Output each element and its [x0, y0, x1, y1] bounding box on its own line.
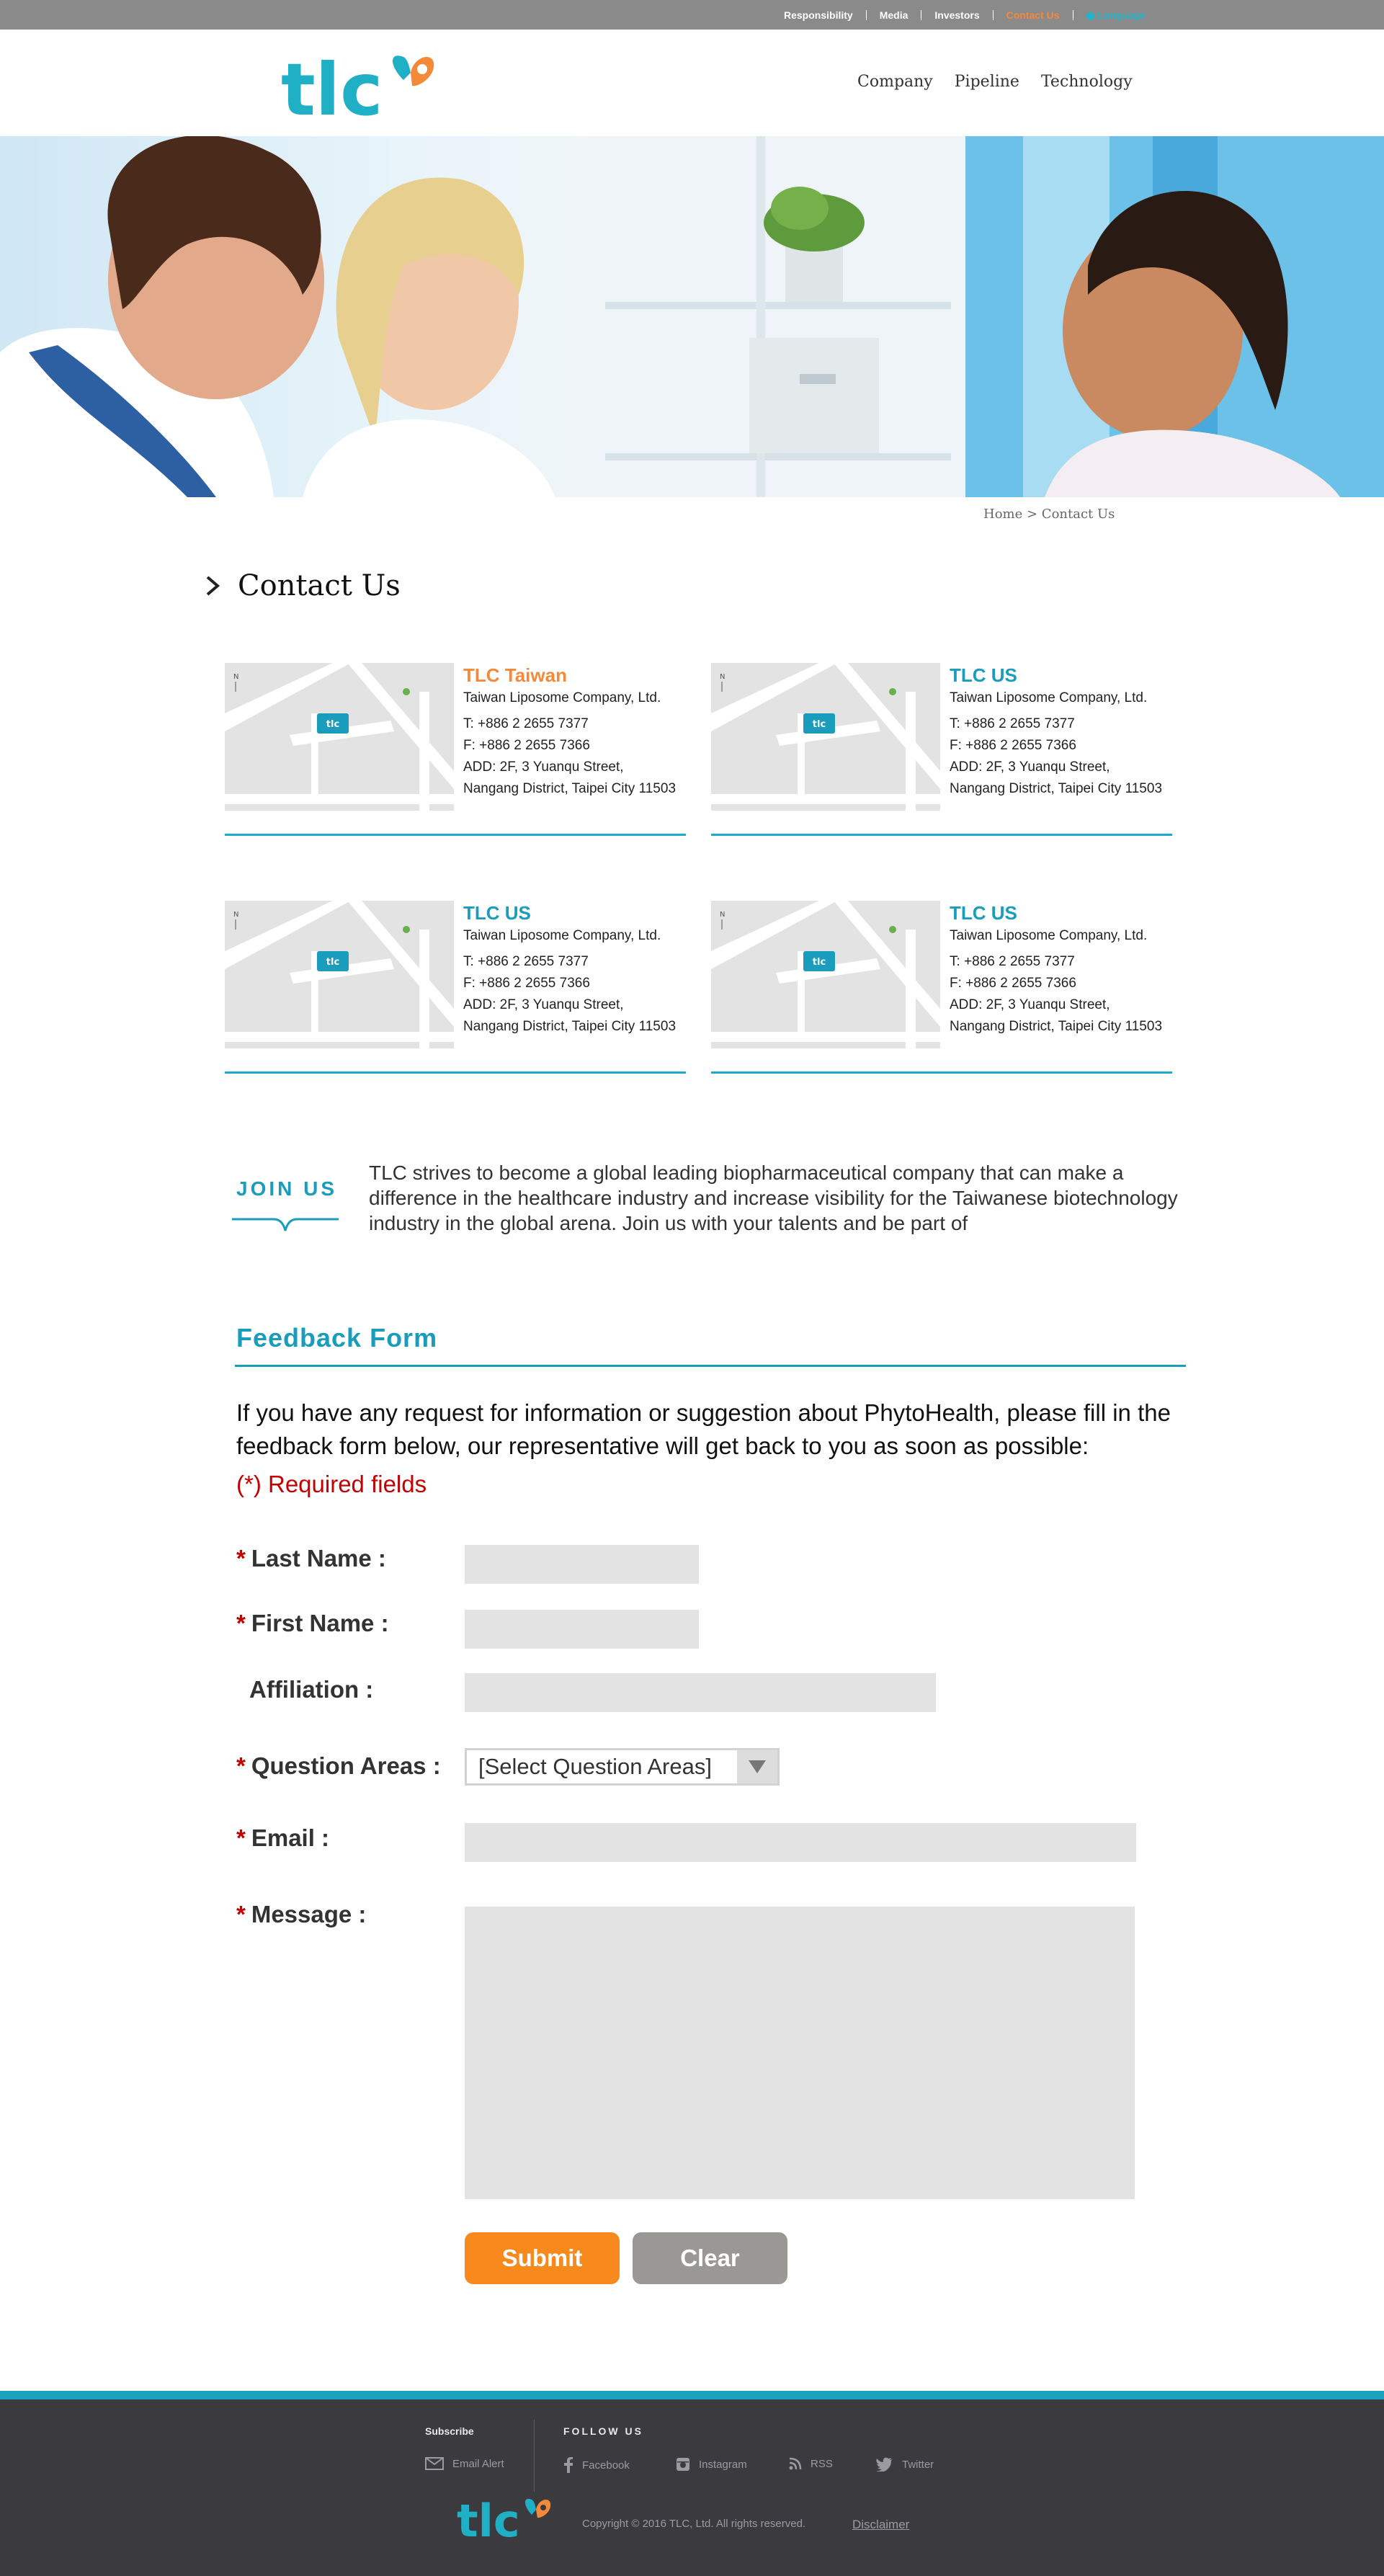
required-fields-note: (*) Required fields: [236, 1471, 427, 1497]
svg-text:tlc: tlc: [326, 957, 340, 968]
envelope-icon: [425, 2457, 444, 2470]
facebook-link[interactable]: [563, 2457, 630, 2473]
location-map[interactable]: [225, 663, 454, 811]
first-name-label: [236, 1610, 389, 1637]
nav-technology[interactable]: Technology: [1040, 73, 1133, 91]
svg-text:tlc: tlc: [812, 957, 826, 968]
message-textarea[interactable]: [465, 1907, 1135, 2199]
office-phone: T: +886 2 2655 7377: [463, 954, 589, 969]
location-map[interactable]: [711, 663, 940, 811]
dropdown-arrow-icon: [737, 1750, 777, 1783]
footer-tlc-logo[interactable]: [457, 2496, 554, 2542]
office-company: Taiwan Liposome Company, Ltd.: [463, 690, 661, 705]
disclaimer-link[interactable]: Disclaimer: [852, 2518, 910, 2531]
nav-company[interactable]: Company: [857, 73, 933, 91]
site-footer: [0, 2399, 1384, 2576]
tlc-logo[interactable]: [281, 51, 439, 123]
feedback-intro: If you have any request for information or suggestion about PhytoHealth, please fill in the feedback form below, our representative will get back to you as soon as possible:: [236, 1399, 1171, 1459]
office-address-line1: ADD: 2F, 3 Yuanqu Street,: [463, 997, 624, 1012]
instagram-link[interactable]: [676, 2457, 747, 2472]
question-areas-selected: [Select Question Areas]: [478, 1754, 712, 1779]
office-name: TLC US: [950, 902, 1017, 924]
office-card: [225, 663, 686, 836]
page-title: Contact Us: [238, 569, 401, 602]
office-name: TLC US: [463, 902, 531, 924]
rss-label: RSS: [811, 2457, 833, 2470]
office-address-line1: ADD: 2F, 3 Yuanqu Street,: [950, 759, 1110, 775]
office-address-line2: Nangang District, Taipei City 11503: [950, 781, 1163, 796]
office-fax: F: +886 2 2655 7366: [463, 738, 590, 753]
required-mark: *: [236, 1610, 246, 1636]
message-label: [236, 1901, 366, 1928]
office-company: Taiwan Liposome Company, Ltd.: [463, 928, 661, 943]
join-us-title[interactable]: JOIN US: [236, 1177, 338, 1200]
rss-link[interactable]: [789, 2457, 833, 2470]
location-map[interactable]: [225, 901, 454, 1048]
office-address-line1: ADD: 2F, 3 Yuanqu Street,: [950, 997, 1110, 1012]
question-areas-label-text: Question Areas :: [251, 1752, 441, 1779]
footer-accent-bar: [0, 2391, 1384, 2399]
main-nav: [857, 73, 1154, 91]
submit-button[interactable]: Submit: [465, 2232, 620, 2284]
join-us-section: [231, 1160, 1189, 1247]
last-name-input[interactable]: [465, 1545, 699, 1584]
card-divider: [225, 834, 686, 836]
office-fax: F: +886 2 2655 7366: [950, 976, 1076, 991]
svg-text:N: N: [720, 673, 726, 681]
site-header: [0, 30, 1384, 136]
nav-pipeline[interactable]: Pipeline: [954, 73, 1019, 91]
join-us-text: TLC strives to become a global leading biopharmaceutical company that can make a difference in the healthcare industry and increase visibility for the Taiwanese biotechnology industry in the global arena. Join us with your talents and be part of: [369, 1162, 1178, 1234]
office-phone: T: +886 2 2655 7377: [463, 716, 589, 731]
feedback-divider: [235, 1365, 1186, 1367]
copyright-text: Copyright © 2016 TLC, Ltd. All rights reserved.: [582, 2518, 806, 2530]
office-phone: T: +886 2 2655 7377: [950, 716, 1075, 731]
join-us-underline-icon: [231, 1215, 340, 1236]
office-card: [225, 901, 686, 1074]
required-mark: *: [236, 1901, 246, 1927]
email-alert-link[interactable]: [425, 2457, 504, 2470]
location-map[interactable]: [711, 901, 940, 1048]
svg-text:tlc: tlc: [326, 719, 340, 730]
required-mark: *: [236, 1545, 246, 1572]
office-address-line2: Nangang District, Taipei City 11503: [950, 1019, 1163, 1034]
utility-link-investors[interactable]: Investors: [921, 10, 993, 20]
language-selector[interactable]: [1073, 10, 1158, 20]
clear-button[interactable]: Clear: [633, 2232, 787, 2284]
office-fax: F: +886 2 2655 7366: [950, 738, 1076, 753]
affiliation-label: Affiliation :: [249, 1676, 374, 1703]
utility-link-contact-us[interactable]: Contact Us: [994, 10, 1073, 20]
utility-link-responsibility[interactable]: Responsibility: [771, 10, 867, 20]
follow-us-heading: FOLLOW US: [563, 2425, 643, 2437]
first-name-input[interactable]: [465, 1610, 699, 1649]
affiliation-input[interactable]: [465, 1673, 936, 1712]
office-company: Taiwan Liposome Company, Ltd.: [950, 928, 1148, 943]
breadcrumb-separator: >: [1022, 507, 1042, 522]
svg-text:tlc: tlc: [281, 51, 383, 123]
svg-text:N: N: [233, 673, 239, 681]
facebook-icon: [563, 2457, 573, 2473]
office-fax: F: +886 2 2655 7366: [463, 976, 590, 991]
email-label-text: Email :: [251, 1824, 330, 1851]
rss-icon: [789, 2457, 802, 2470]
feedback-title: Feedback Form: [236, 1323, 438, 1352]
card-divider: [711, 1071, 1172, 1074]
office-address-line1: ADD: 2F, 3 Yuanqu Street,: [463, 759, 624, 775]
instagram-label: Instagram: [699, 2458, 747, 2471]
email-input[interactable]: [465, 1823, 1136, 1862]
office-info: [463, 663, 701, 800]
hero-banner: [0, 136, 1384, 497]
message-label-text: Message :: [251, 1901, 367, 1927]
breadcrumb-current: Contact Us: [1041, 507, 1115, 522]
svg-text:tlc: tlc: [812, 719, 826, 730]
facebook-label: Facebook: [582, 2459, 630, 2472]
instagram-icon: [676, 2457, 690, 2472]
subscribe-heading: Subscribe: [425, 2425, 474, 2437]
footer-divider: [534, 2420, 535, 2492]
card-divider: [225, 1071, 686, 1074]
twitter-link[interactable]: [876, 2457, 934, 2472]
page-title-block: [202, 569, 401, 602]
svg-text:N: N: [233, 911, 239, 919]
office-info: [950, 663, 1187, 800]
globe-icon: ◍: [1086, 9, 1098, 21]
office-phone: T: +886 2 2655 7377: [950, 954, 1075, 969]
office-card: [711, 663, 1172, 836]
twitter-icon: [876, 2457, 893, 2472]
required-mark: *: [236, 1752, 246, 1779]
office-name: TLC Taiwan: [463, 664, 567, 686]
twitter-label: Twitter: [902, 2458, 934, 2471]
utility-link-media[interactable]: Media: [867, 10, 922, 20]
svg-text:tlc: tlc: [457, 2496, 520, 2542]
office-info: [950, 901, 1187, 1038]
office-address-line2: Nangang District, Taipei City 11503: [463, 781, 677, 796]
hero-photo: [0, 136, 1384, 497]
chevron-right-icon: [202, 573, 223, 599]
breadcrumb-home[interactable]: Home: [983, 507, 1023, 522]
breadcrumb: [983, 507, 1115, 522]
office-info: [463, 901, 701, 1038]
card-divider: [711, 834, 1172, 836]
office-name: TLC US: [950, 664, 1017, 686]
email-label: [236, 1824, 329, 1852]
last-name-label-text: Last Name :: [251, 1545, 386, 1572]
utility-bar: [0, 0, 1384, 30]
svg-text:N: N: [720, 911, 726, 919]
office-address-line2: Nangang District, Taipei City 11503: [463, 1019, 677, 1034]
question-areas-label: [236, 1752, 441, 1780]
first-name-label-text: First Name :: [251, 1610, 389, 1636]
email-alert-label: Email Alert: [452, 2457, 504, 2470]
utility-links: [771, 0, 1158, 30]
required-mark: *: [236, 1824, 246, 1851]
last-name-label: [236, 1545, 386, 1572]
question-areas-select[interactable]: [465, 1748, 780, 1786]
office-card: [711, 901, 1172, 1074]
office-company: Taiwan Liposome Company, Ltd.: [950, 690, 1148, 705]
language-label: Language: [1097, 9, 1146, 21]
